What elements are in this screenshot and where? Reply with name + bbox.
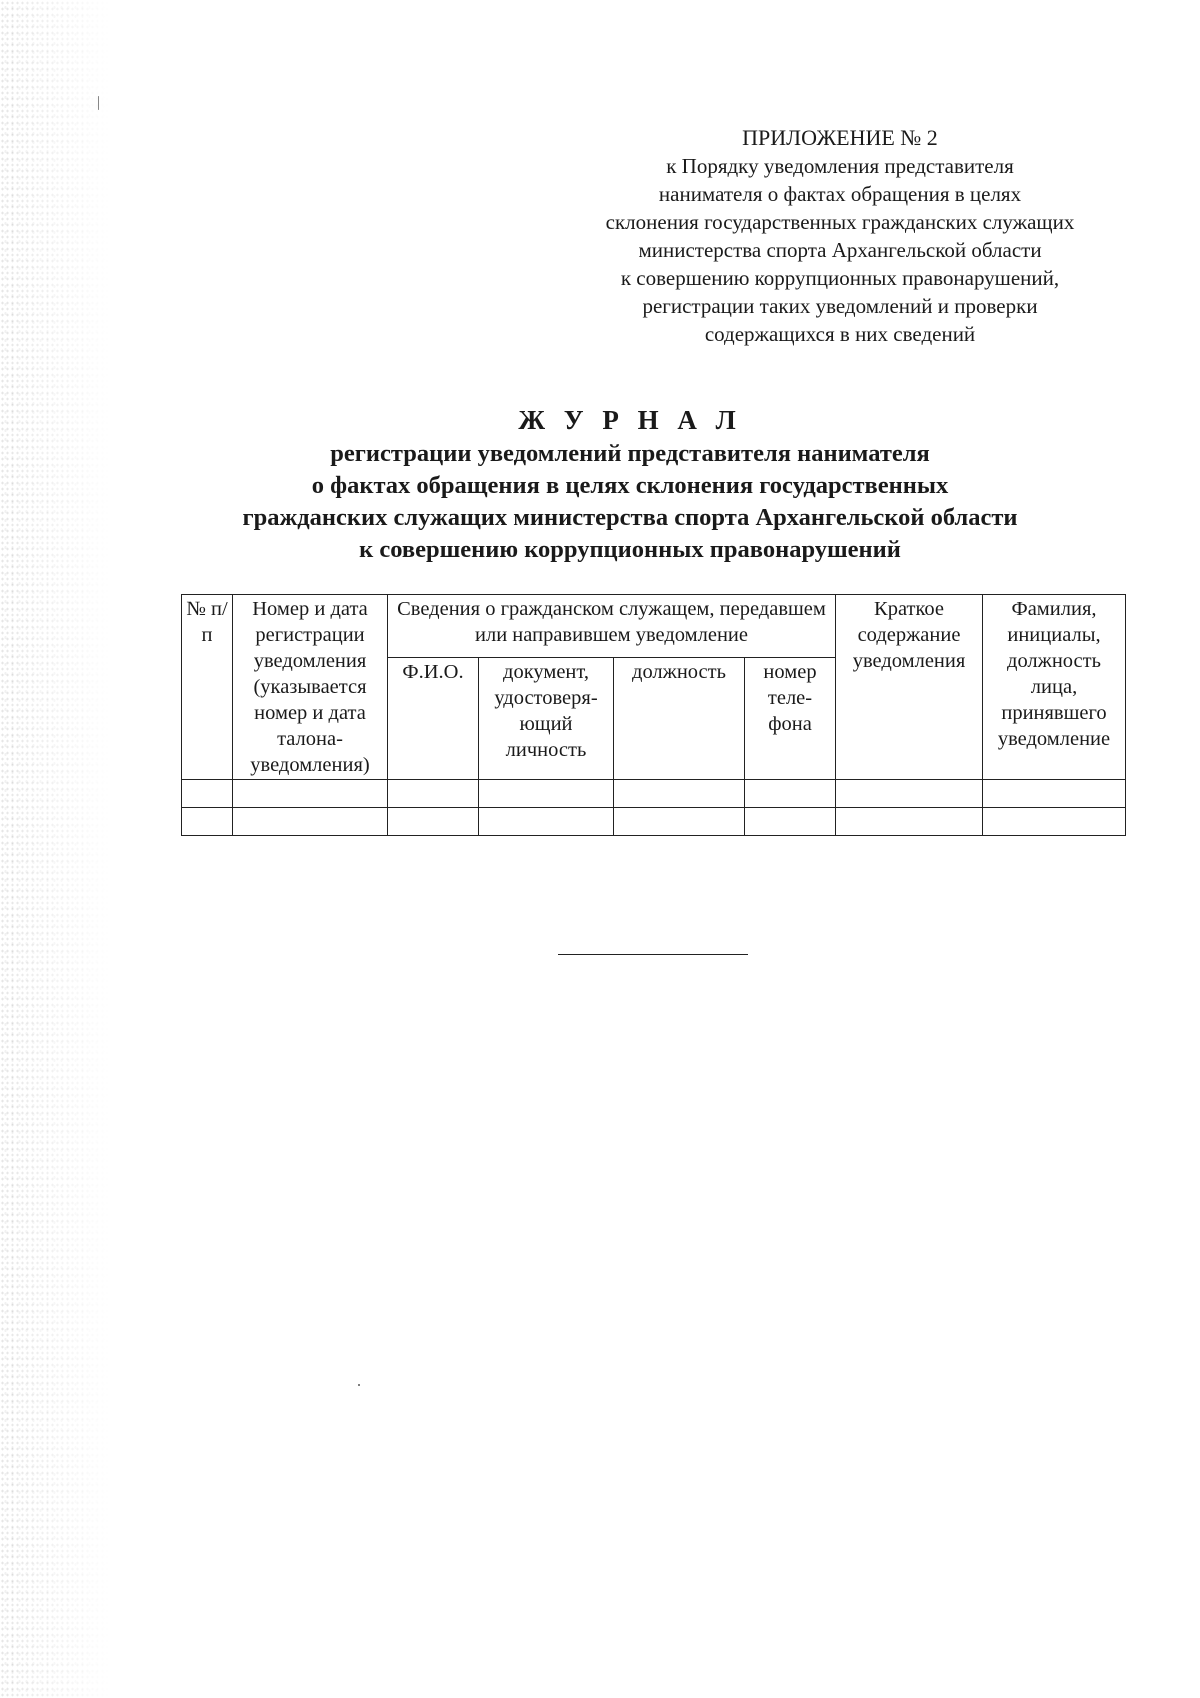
table-header-row <box>182 595 1126 658</box>
appendix-line: регистрации таких уведомлений и проверки <box>642 294 1038 318</box>
header-cell-document: документ, удостоверя-ющий личность <box>479 657 614 779</box>
journal-subtitle-line: гражданских служащих министерства спорта Архангельской области <box>242 504 1018 531</box>
appendix-line: к Порядку уведомления представителя <box>666 154 1014 178</box>
journal-subtitle-line: о фактах обращения в целях склонения государственных <box>311 472 949 499</box>
header-cell-position: должность <box>614 657 745 779</box>
table-cell <box>836 780 983 808</box>
appendix-title: ПРИЛОЖЕНИЕ № 2 <box>742 125 938 150</box>
registration-table <box>181 594 1126 836</box>
journal-subtitle-line: регистрации уведомлений представителя нанимателя <box>330 440 930 467</box>
table-cell <box>614 780 745 808</box>
header-cell-receiver: Фамилия, инициалы, должность лица, принявшего уведомление <box>983 595 1126 780</box>
scan-speck <box>98 96 99 110</box>
table-cell <box>233 808 388 836</box>
table-row <box>182 780 1126 808</box>
scan-noise <box>0 0 110 1698</box>
table-cell <box>983 780 1126 808</box>
header-cell-number: № п/п <box>182 595 233 780</box>
table-cell <box>388 808 479 836</box>
table-cell <box>836 808 983 836</box>
appendix-line: содержащихся в них сведений <box>704 322 976 346</box>
journal-subtitle-line: к совершению коррупционных правонарушений <box>359 536 901 563</box>
table-cell <box>745 780 836 808</box>
closing-rule-line <box>558 954 748 955</box>
header-cell-fio: Ф.И.О. <box>388 657 479 779</box>
header-cell-summary: Краткое содержание уведомления <box>836 595 983 780</box>
table-cell <box>745 808 836 836</box>
table-cell <box>182 808 233 836</box>
table-cell <box>983 808 1126 836</box>
appendix-line: к совершению коррупционных правонарушений, <box>620 266 1060 290</box>
table-cell <box>479 808 614 836</box>
table-cell <box>614 808 745 836</box>
appendix-line: склонения государственных гражданских служащих <box>605 210 1075 234</box>
appendix-header <box>560 124 1120 348</box>
table-cell <box>182 780 233 808</box>
appendix-line: нанимателя о фактах обращения в целях <box>658 182 1022 206</box>
table-cell <box>233 780 388 808</box>
header-cell-phone: номер теле-фона <box>745 657 836 779</box>
table-cell <box>479 780 614 808</box>
table-row <box>182 808 1126 836</box>
table-cell <box>388 780 479 808</box>
journal-title: Ж У Р Н А Л <box>518 405 742 435</box>
journal-heading <box>150 402 1110 566</box>
appendix-line: министерства спорта Архангельской области <box>638 238 1042 262</box>
scan-speck <box>358 1384 360 1386</box>
header-cell-registration: Номер и дата регистрации уведомления (указывается номер и дата талона-уведомления) <box>233 595 388 780</box>
header-cell-employee-info: Сведения о гражданском служащем, передавшем или направившем уведомление <box>388 595 836 658</box>
